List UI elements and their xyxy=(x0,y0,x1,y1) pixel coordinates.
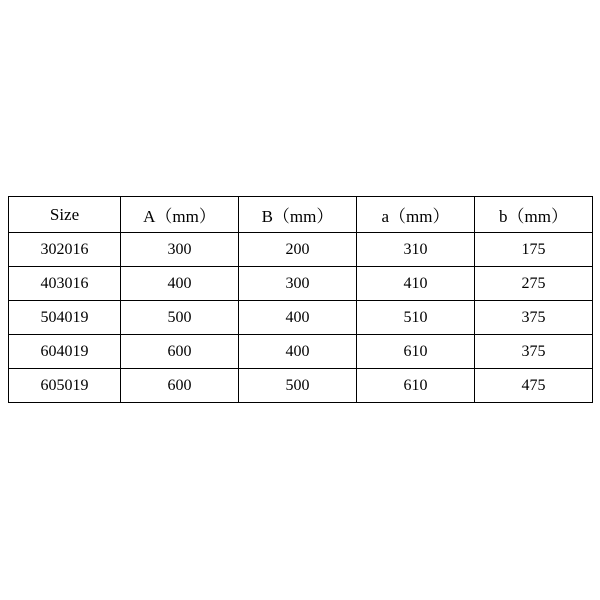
cell-small-a: 410 xyxy=(357,267,475,301)
cell-small-b: 475 xyxy=(475,369,593,403)
cell-small-a: 310 xyxy=(357,233,475,267)
cell-a: 600 xyxy=(121,335,239,369)
cell-b: 200 xyxy=(239,233,357,267)
cell-size: 403016 xyxy=(9,267,121,301)
column-header-small-a-mm: a（mm） xyxy=(357,197,475,233)
cell-size: 302016 xyxy=(9,233,121,267)
cell-a: 500 xyxy=(121,301,239,335)
cell-b: 300 xyxy=(239,267,357,301)
column-header-small-b-mm: b（mm） xyxy=(475,197,593,233)
column-header-b-mm: B（mm） xyxy=(239,197,357,233)
table-body xyxy=(9,233,593,403)
cell-small-b: 375 xyxy=(475,301,593,335)
cell-small-a: 610 xyxy=(357,335,475,369)
cell-a: 400 xyxy=(121,267,239,301)
table-header-row xyxy=(9,197,593,233)
cell-size: 504019 xyxy=(9,301,121,335)
size-table-container xyxy=(8,196,592,403)
table-row xyxy=(9,369,593,403)
cell-small-a: 610 xyxy=(357,369,475,403)
table-row xyxy=(9,233,593,267)
cell-small-b: 275 xyxy=(475,267,593,301)
table-row xyxy=(9,301,593,335)
column-header-size: Size xyxy=(9,197,121,233)
cell-small-b: 375 xyxy=(475,335,593,369)
cell-b: 400 xyxy=(239,335,357,369)
table-row xyxy=(9,267,593,301)
size-table xyxy=(8,196,593,403)
cell-b: 400 xyxy=(239,301,357,335)
column-header-a-mm: A（mm） xyxy=(121,197,239,233)
cell-b: 500 xyxy=(239,369,357,403)
cell-size: 605019 xyxy=(9,369,121,403)
cell-small-a: 510 xyxy=(357,301,475,335)
cell-a: 600 xyxy=(121,369,239,403)
table-row xyxy=(9,335,593,369)
table-header xyxy=(9,197,593,233)
cell-a: 300 xyxy=(121,233,239,267)
cell-small-b: 175 xyxy=(475,233,593,267)
cell-size: 604019 xyxy=(9,335,121,369)
